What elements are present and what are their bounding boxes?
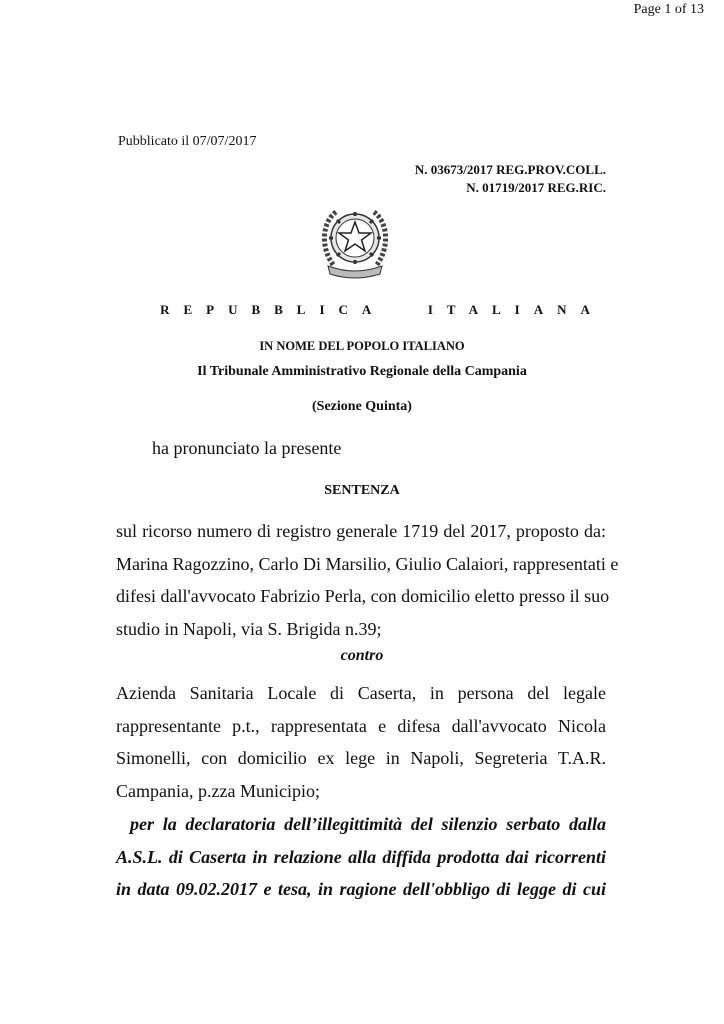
section-heading: (Sezione Quinta) (312, 399, 412, 414)
republic-heading: REPUBBLICA ITALIANA (160, 302, 604, 317)
pronounced-text: ha pronunciato la presente (152, 438, 342, 458)
text-line: per la declaratoria dell’illegittimità del silenzio serbato dalla (130, 814, 606, 834)
in-nome-heading: IN NOME DEL POPOLO ITALIANO (259, 339, 465, 353)
page-number: Page 1 of 13 (633, 2, 704, 17)
text-line: in data 09.02.2017 e tesa, in ragione dell'obbligo di legge di cui (116, 879, 606, 900)
oggetto-paragraph (116, 808, 606, 906)
text-line: studio in Napoli, via S. Brigida n.39; (116, 618, 382, 639)
text-line: Marina Ragozzino, Carlo Di Marsilio, Giulio Calaiori, rappresentati e (116, 553, 619, 574)
text-line: sul ricorso numero di registro generale 1719 del 2017, proposto da: (116, 521, 606, 541)
registry-number-ric: N. 01719/2017 REG.RIC. (466, 180, 606, 195)
ricorso-paragraph (116, 515, 619, 645)
tribunal-heading: Il Tribunale Amministrativo Regionale della Campania (197, 364, 527, 379)
text-line: Azienda Sanitaria Locale di Caserta, in persona del legale (116, 683, 606, 703)
controparte-paragraph (116, 677, 606, 807)
publication-date: Pubblicato il 07/07/2017 (118, 134, 257, 149)
text-line: Campania, p.zza Municipio; (116, 780, 320, 801)
registry-number-coll: N. 03673/2017 REG.PROV.COLL. (414, 162, 606, 177)
text-line: difesi dall'avvocato Fabrizio Perla, con domicilio eletto presso il suo (116, 586, 610, 607)
text-line: rappresentante p.t., rappresentata e difesa dall'avvocato Nicola (116, 715, 606, 736)
sentenza-heading: SENTENZA (324, 483, 400, 498)
contro-heading: contro (340, 647, 384, 664)
italian-republic-emblem-icon (314, 204, 396, 280)
text-line: A.S.L. di Caserta in relazione alla diffida prodotta dai ricorrenti (116, 846, 606, 867)
text-line: Simonelli, con domicilio ex lege in Napoli, Segreteria T.A.R. (116, 748, 606, 769)
